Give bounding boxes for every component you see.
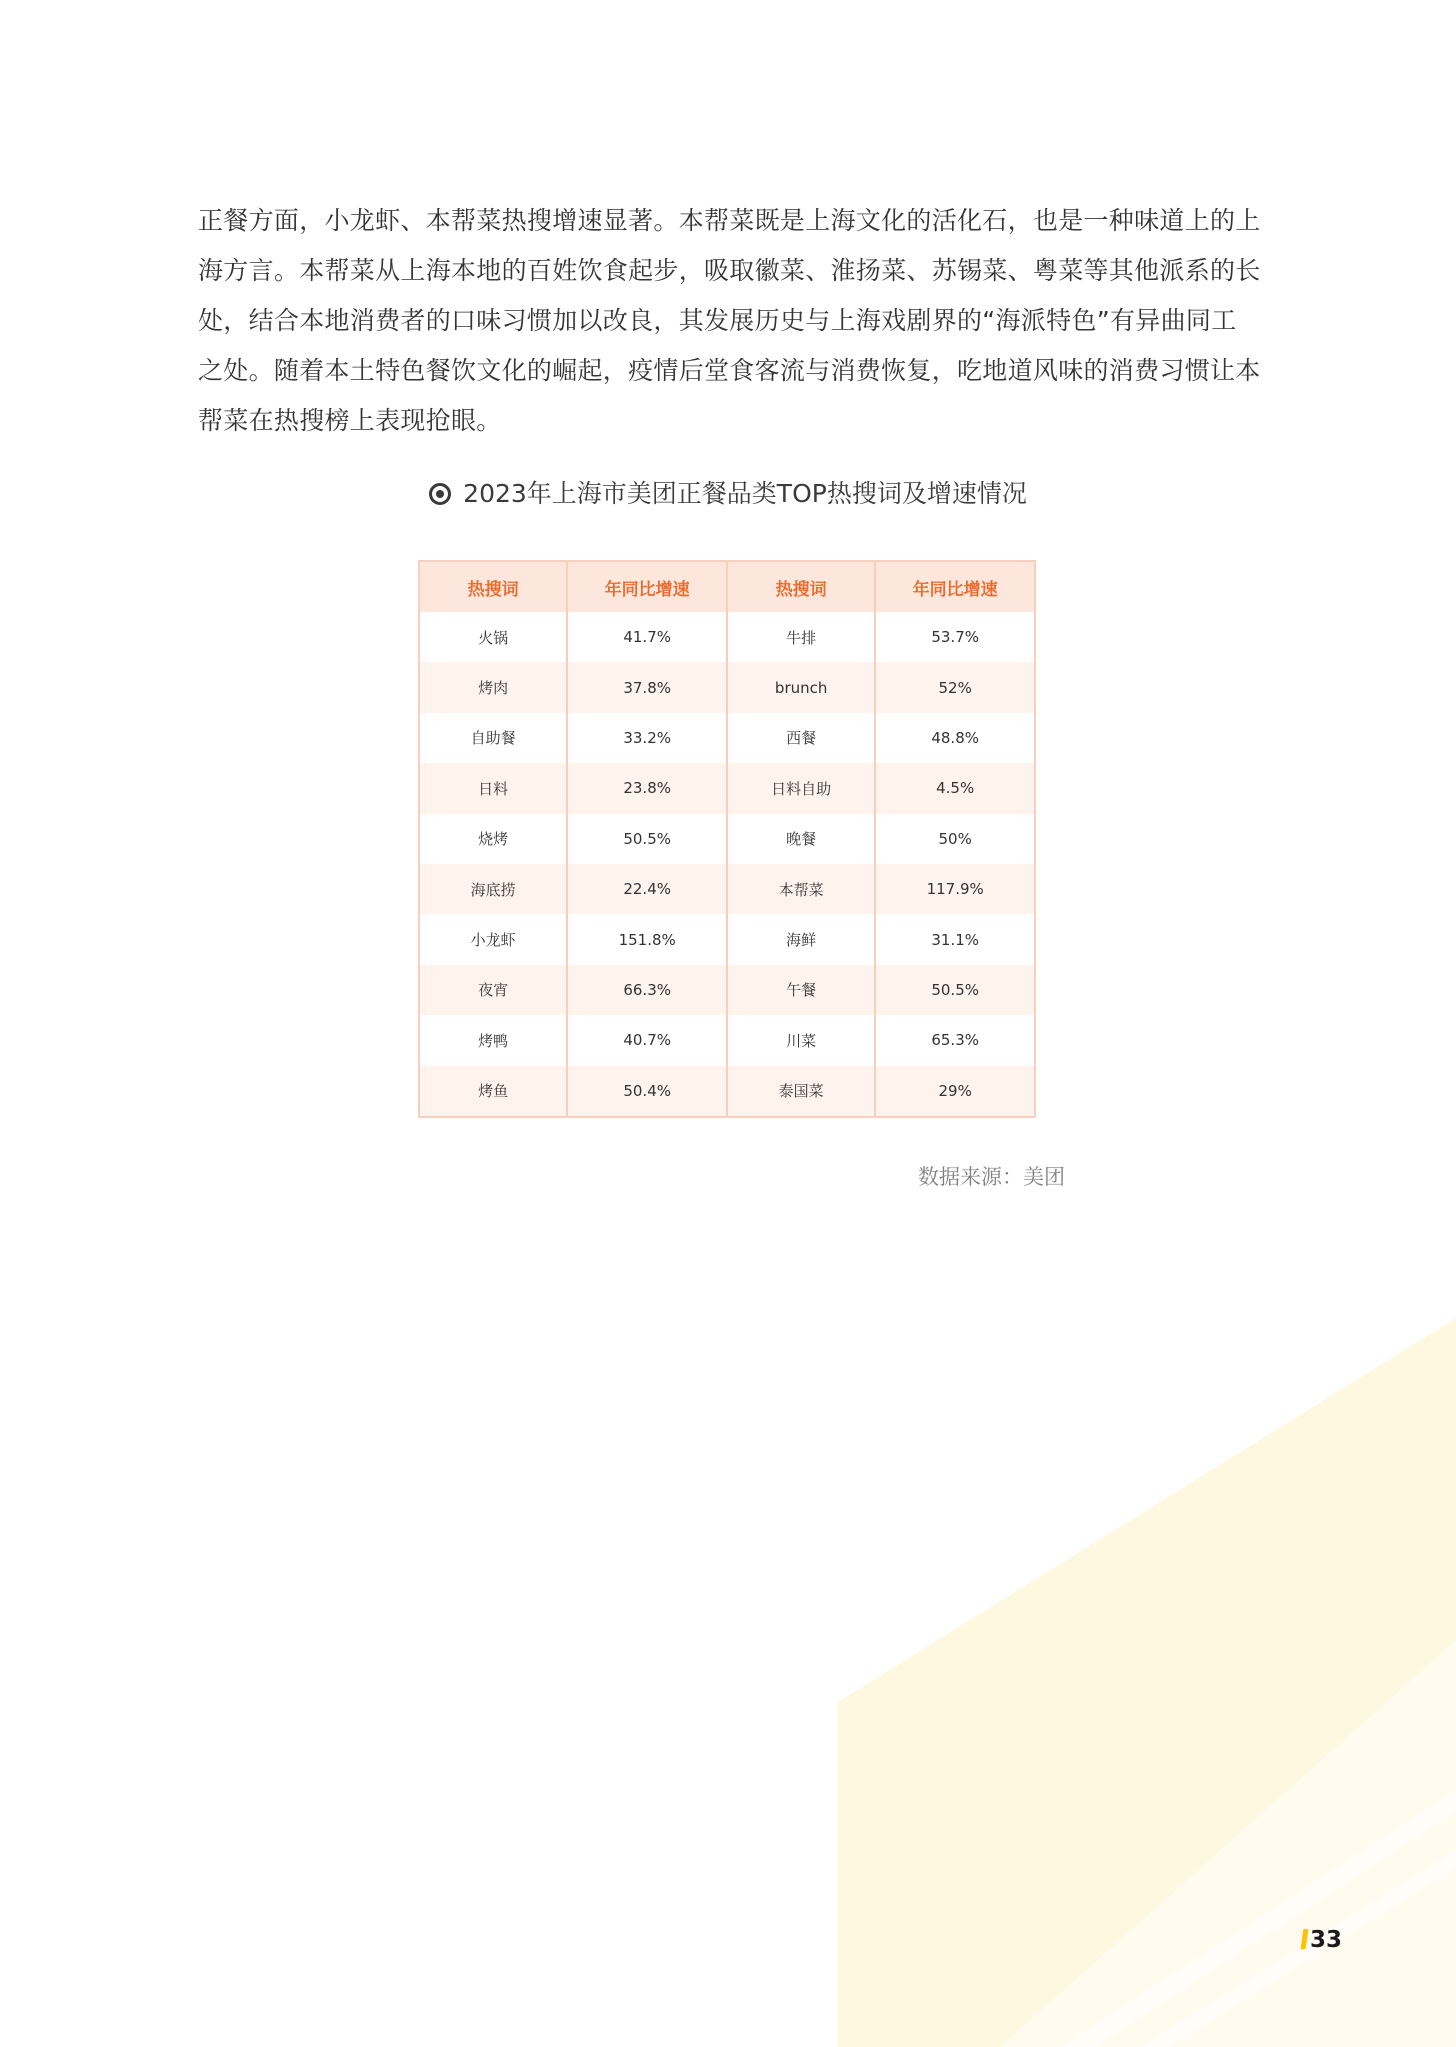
cell-keyword: 泰国菜 bbox=[727, 1066, 875, 1117]
hot-search-table-container bbox=[418, 560, 1036, 1118]
cell-growth: 22.4% bbox=[567, 864, 727, 914]
data-source: 数据来源：美团 bbox=[918, 1165, 1065, 1189]
cell-keyword: 火锅 bbox=[419, 612, 567, 662]
header-growth: 年同比增速 bbox=[875, 561, 1035, 612]
table-header-row bbox=[419, 561, 1035, 612]
cell-growth: 117.9% bbox=[875, 864, 1035, 914]
cell-keyword: brunch bbox=[727, 662, 875, 712]
hot-search-table bbox=[418, 560, 1036, 1118]
cell-keyword: 烤肉 bbox=[419, 662, 567, 712]
paragraph-line: 之处。随着本土特色餐饮文化的崛起，疫情后堂食客流与消费恢复，吃地道风味的消费习惯让本 bbox=[198, 356, 1261, 385]
cell-keyword: 晚餐 bbox=[727, 814, 875, 864]
header-growth: 年同比增速 bbox=[567, 561, 727, 612]
cell-growth: 151.8% bbox=[567, 914, 727, 964]
cell-growth: 50.5% bbox=[875, 965, 1035, 1015]
paragraph-line: 海方言。本帮菜从上海本地的百姓饮食起步，吸取徽菜、淮扬菜、苏锡菜、粤菜等其他派系的长 bbox=[198, 256, 1261, 285]
header-keyword: 热搜词 bbox=[419, 561, 567, 612]
cell-keyword: 烤鸭 bbox=[419, 1015, 567, 1065]
cell-keyword: 川菜 bbox=[727, 1015, 875, 1065]
cell-growth: 37.8% bbox=[567, 662, 727, 712]
table-row bbox=[419, 662, 1035, 712]
cell-growth: 4.5% bbox=[875, 763, 1035, 813]
page-number-text: 33 bbox=[1310, 1927, 1343, 1953]
table-row bbox=[419, 713, 1035, 763]
cell-keyword: 日料自助 bbox=[727, 763, 875, 813]
cell-keyword: 牛排 bbox=[727, 612, 875, 662]
paragraph-line: 正餐方面，小龙虾、本帮菜热搜增速显著。本帮菜既是上海文化的活化石，也是一种味道上的上 bbox=[198, 206, 1261, 235]
cell-growth: 40.7% bbox=[567, 1015, 727, 1065]
cell-growth: 53.7% bbox=[875, 612, 1035, 662]
cell-keyword: 日料 bbox=[419, 763, 567, 813]
table-row bbox=[419, 1066, 1035, 1117]
table-row bbox=[419, 864, 1035, 914]
table-body bbox=[419, 612, 1035, 1117]
cell-keyword: 海底捞 bbox=[419, 864, 567, 914]
cell-keyword: 自助餐 bbox=[419, 713, 567, 763]
table-row bbox=[419, 1015, 1035, 1065]
header-keyword: 热搜词 bbox=[727, 561, 875, 612]
cell-growth: 48.8% bbox=[875, 713, 1035, 763]
cell-growth: 50.5% bbox=[567, 814, 727, 864]
cell-keyword: 小龙虾 bbox=[419, 914, 567, 964]
cell-keyword: 烤鱼 bbox=[419, 1066, 567, 1117]
table-row bbox=[419, 612, 1035, 662]
cell-growth: 41.7% bbox=[567, 612, 727, 662]
cell-keyword: 烧烤 bbox=[419, 814, 567, 864]
table-row bbox=[419, 965, 1035, 1015]
paragraph-line: 处，结合本地消费者的口味习惯加以改良，其发展历史与上海戏剧界的“海派特色”有异曲同工 bbox=[198, 306, 1237, 335]
table-row bbox=[419, 763, 1035, 813]
cell-growth: 65.3% bbox=[875, 1015, 1035, 1065]
cell-growth: 31.1% bbox=[875, 914, 1035, 964]
table-row bbox=[419, 814, 1035, 864]
cell-growth: 52% bbox=[875, 662, 1035, 712]
body-paragraph bbox=[198, 196, 1261, 446]
cell-keyword: 午餐 bbox=[727, 965, 875, 1015]
cell-growth: 66.3% bbox=[567, 965, 727, 1015]
paragraph-line: 帮菜在热搜榜上表现抢眼。 bbox=[198, 406, 502, 435]
page-number bbox=[1302, 1925, 1342, 1955]
cell-growth: 29% bbox=[875, 1066, 1035, 1117]
cell-keyword: 海鲜 bbox=[727, 914, 875, 964]
cell-growth: 33.2% bbox=[567, 713, 727, 763]
cell-growth: 50% bbox=[875, 814, 1035, 864]
table-row bbox=[419, 914, 1035, 964]
cell-growth: 50.4% bbox=[567, 1066, 727, 1117]
page-number-accent bbox=[1301, 1929, 1309, 1949]
cell-growth: 23.8% bbox=[567, 763, 727, 813]
cell-keyword: 西餐 bbox=[727, 713, 875, 763]
cell-keyword: 本帮菜 bbox=[727, 864, 875, 914]
cell-keyword: 夜宵 bbox=[419, 965, 567, 1015]
table-title-text: 2023年上海市美团正餐品类TOP热搜词及增速情况 bbox=[463, 479, 1027, 508]
table-title bbox=[0, 472, 1456, 516]
circle-target-icon bbox=[429, 483, 451, 505]
